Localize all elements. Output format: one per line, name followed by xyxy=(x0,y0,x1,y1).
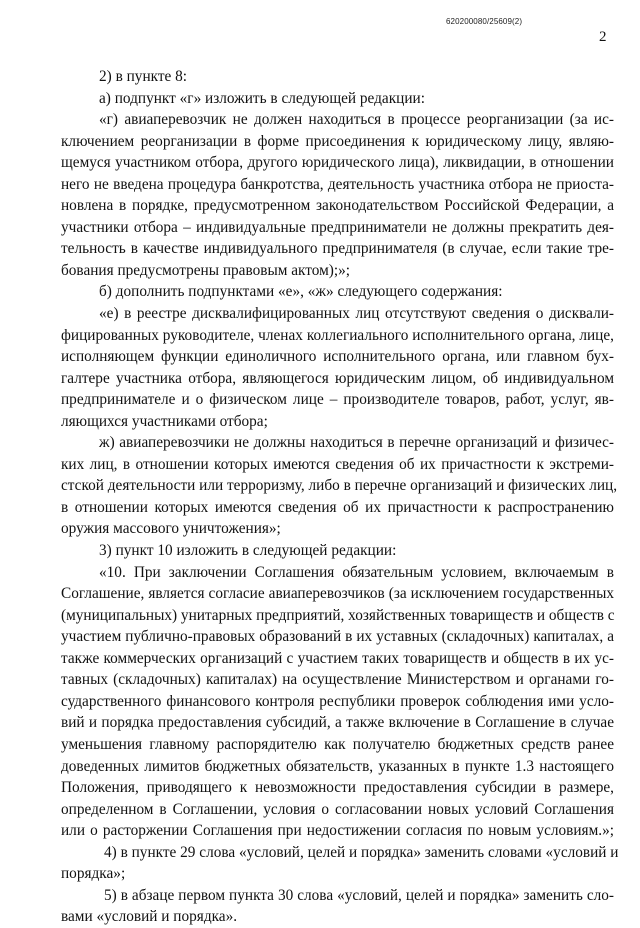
paragraph-line: 4) в пункте 29 слова «условий, целей и порядка» заменить словами «условий и xyxy=(104,843,619,861)
paragraph-line: 5) в абзаце первом пункта 30 слова «условий, целей и порядка» заменить сло- xyxy=(104,886,614,904)
paragraph-line: Положения, приводящего к невозможности предоставления субсидии в размере, xyxy=(61,779,614,797)
paragraph-line: ких лиц, в отношении которых имеются сведения об их причастности к экстреми- xyxy=(61,455,614,473)
paragraph-line: предпринимателе и о физическом лице – производителе товаров, работ, услуг, яв- xyxy=(61,391,614,409)
paragraph-line: тавных (складочных) капиталах) на осуществление Министерством и органами го- xyxy=(61,671,614,689)
paragraph-line: галтере участника отбора, являющегося юридическим лицом, об индивидуальном xyxy=(61,369,614,387)
paragraph-line: щемуся участником отбора, другого юридического лица), ликвидации, в отношении xyxy=(61,154,614,172)
paragraph-line: также коммерческих организаций с участием таких товариществ и обществ в их ус- xyxy=(61,649,614,667)
paragraph-line: порядка»; xyxy=(61,865,126,883)
paragraph-line: участники отбора – индивидуальные предприниматели не должны прекратить дея- xyxy=(61,218,614,236)
paragraph-line: а) подпункт «г» изложить в следующей редакции: xyxy=(99,89,425,107)
paragraph-line: сударственного финансового контроля республики проверок соблюдения ими усло- xyxy=(61,692,614,710)
paragraph-line: тельность в качестве индивидуального предпринимателя (в случае, если такие тре- xyxy=(61,240,614,258)
paragraph-line: ж) авиаперевозчики не должны находиться в перечне организаций и физичес- xyxy=(99,434,614,452)
paragraph-line: оружия массового уничтожения»; xyxy=(61,520,281,538)
paragraph-line: «10. При заключении Соглашения обязательным условием, включаемым в xyxy=(99,563,614,581)
document-code: 620200080/25609(2) xyxy=(446,17,523,26)
paragraph-line: вий и порядка предоставления субсидий, а также включение в Соглашение в случае xyxy=(61,714,614,732)
paragraph-line: стской деятельности или терроризму, либо в перечне организаций и физических лиц, xyxy=(61,477,618,495)
paragraph-line: «г) авиаперевозчик не должен находиться в процессе реорганизации (за ис- xyxy=(99,111,614,129)
paragraph-line: «е) в реестре дисквалифицированных лиц отсутствуют сведения о дисквали- xyxy=(99,305,614,323)
paragraph-line: участием публично-правовых образований в их уставных (складочных) капиталах, а xyxy=(61,628,614,646)
paragraph-line: ключением реорганизации в форме присоединения к юридическому лицу, являю- xyxy=(61,132,614,150)
paragraph-line: (муниципальных) унитарных предприятий, хозяйственных товариществ и обществ с xyxy=(61,606,615,624)
paragraph-line: уменьшения главному распорядителю как получателю бюджетных средств ранее xyxy=(61,735,614,753)
paragraph-line: в отношении которых имеются сведения об их причастности к распространению xyxy=(61,498,614,516)
paragraph-line: доведенных лимитов бюджетных обязательств, указанных в пункте 1.3 настоящего xyxy=(61,757,614,775)
paragraph-line: ляющихся участниками отбора; xyxy=(61,412,268,430)
paragraph-line: бования предусмотрены правовым актом);»; xyxy=(61,261,351,279)
paragraph-line: вами «условий и порядка». xyxy=(61,908,238,926)
paragraph-line: фицированных руководителе, членах коллегиального исполнительного органа, лице, xyxy=(61,326,614,344)
paragraph-line: 2) в пункте 8: xyxy=(99,68,188,85)
paragraph-line: него не введена процедура банкротства, деятельность участника отбора не приоста- xyxy=(61,175,614,193)
paragraph-line: новлена в порядке, предусмотренном законодательством Российской Федерации, а xyxy=(61,197,614,215)
document-body xyxy=(61,66,619,928)
paragraph-line: или о расторжении Соглашения при недостижении согласия по новым условиям.»; xyxy=(61,822,614,840)
paragraph-line: Соглашение, является согласие авиаперевозчиков (за исключением государственных xyxy=(61,585,614,603)
paragraph-line: определенном в Соглашении, условия о согласовании новых условий Соглашения xyxy=(61,800,614,818)
page-number: 2 xyxy=(599,29,607,45)
paragraph-line: 3) пункт 10 изложить в следующей редакции: xyxy=(99,542,397,560)
paragraph-line: исполняющем функции единоличного исполнительного органа, или главном бух- xyxy=(61,348,614,366)
paragraph-line: б) дополнить подпунктами «е», «ж» следующего содержания: xyxy=(99,283,503,301)
